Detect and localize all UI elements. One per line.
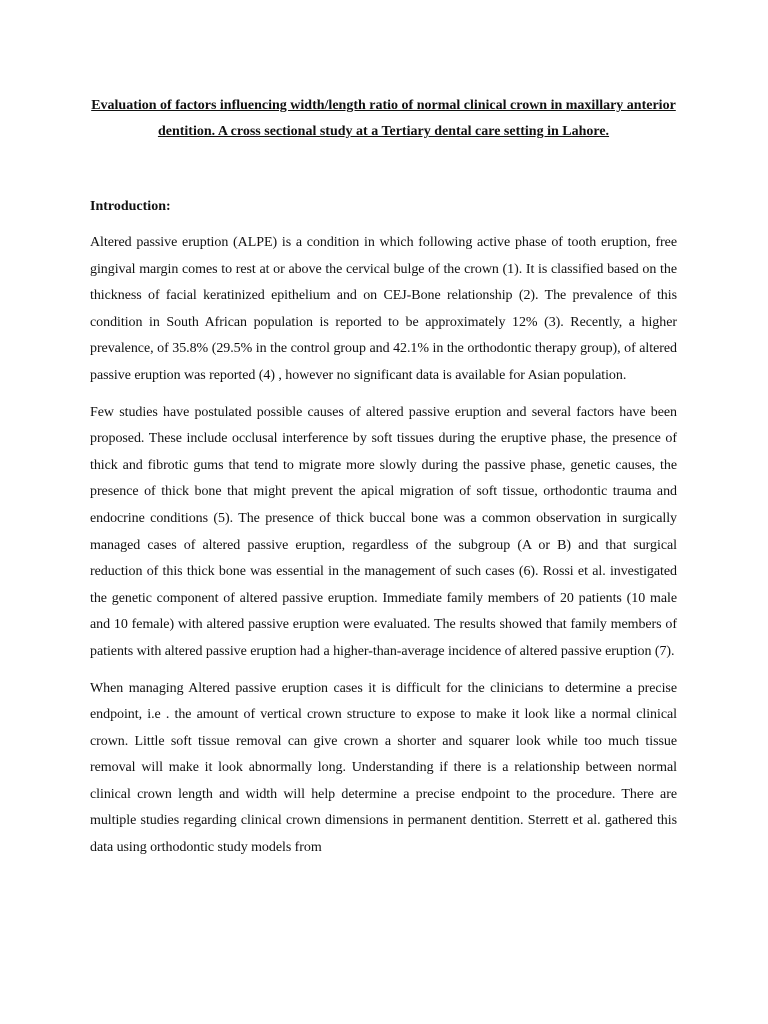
paragraph-2: Few studies have postulated possible causes of altered passive eruption and several factors have been proposed. These include occlusal interference by soft tissues during the eruptive phase, the presence of thick and fibrotic gums that tend to migrate more slowly during the passive phase, genetic causes, the presence of thick bone that might prevent the apical migration of soft tissue, orthodontic trauma and endocrine conditions (5). The presence of thick buccal bone was a common observation in surgically managed cases of altered passive eruption, regardless of the subgroup (A or B) and that surgical reduction of this thick bone was essential in the management of such cases (6). Rossi et al. investigated the genetic component of altered passive eruption. Immediate family members of 20 patients (10 male and 10 female) with altered passive eruption were evaluated. The results showed that family members of patients with altered passive eruption had a higher-than-average incidence of altered passive eruption (7). — [90, 404, 677, 659]
paragraph-3: When managing Altered passive eruption cases it is difficult for the clinicians to determine a precise endpoint, i.e . the amount of vertical crown structure to expose to make it look like a normal clinical crown. Little soft tissue removal can give crown a shorter and squarer look while too much tissue removal will make it look abnormally long. Understanding if there is a relationship between normal clinical crown length and width will help determine a precise endpoint to the procedure. There are multiple studies regarding clinical crown dimensions in permanent dentition. Sterrett et al. gathered this data using orthodontic study models from — [90, 680, 677, 856]
section-heading-introduction: Introduction: — [90, 199, 171, 214]
paragraph-1: Altered passive eruption (ALPE) is a condition in which following active phase of tooth eruption, free gingival margin comes to rest at or above the cervical bulge of the crown (1). It is classified based on the thickness of facial keratinized epithelium and on CEJ-Bone relationship (2). The prevalence of this condition in South African population is reported to be approximately 12% (3). Recently, a higher prevalence, of 35.8% (29.5% in the control group and 42.1% in the orthodontic therapy group), of altered passive eruption was reported (4) , however no significant data is available for Asian population. — [90, 235, 677, 383]
document-title: Evaluation of factors influencing width/length ratio of normal clinical crown in maxillary anterior dentition. A cross sectional study at a Tertiary dental care setting in Lahore. — [91, 98, 676, 139]
document-page — [90, 93, 677, 862]
